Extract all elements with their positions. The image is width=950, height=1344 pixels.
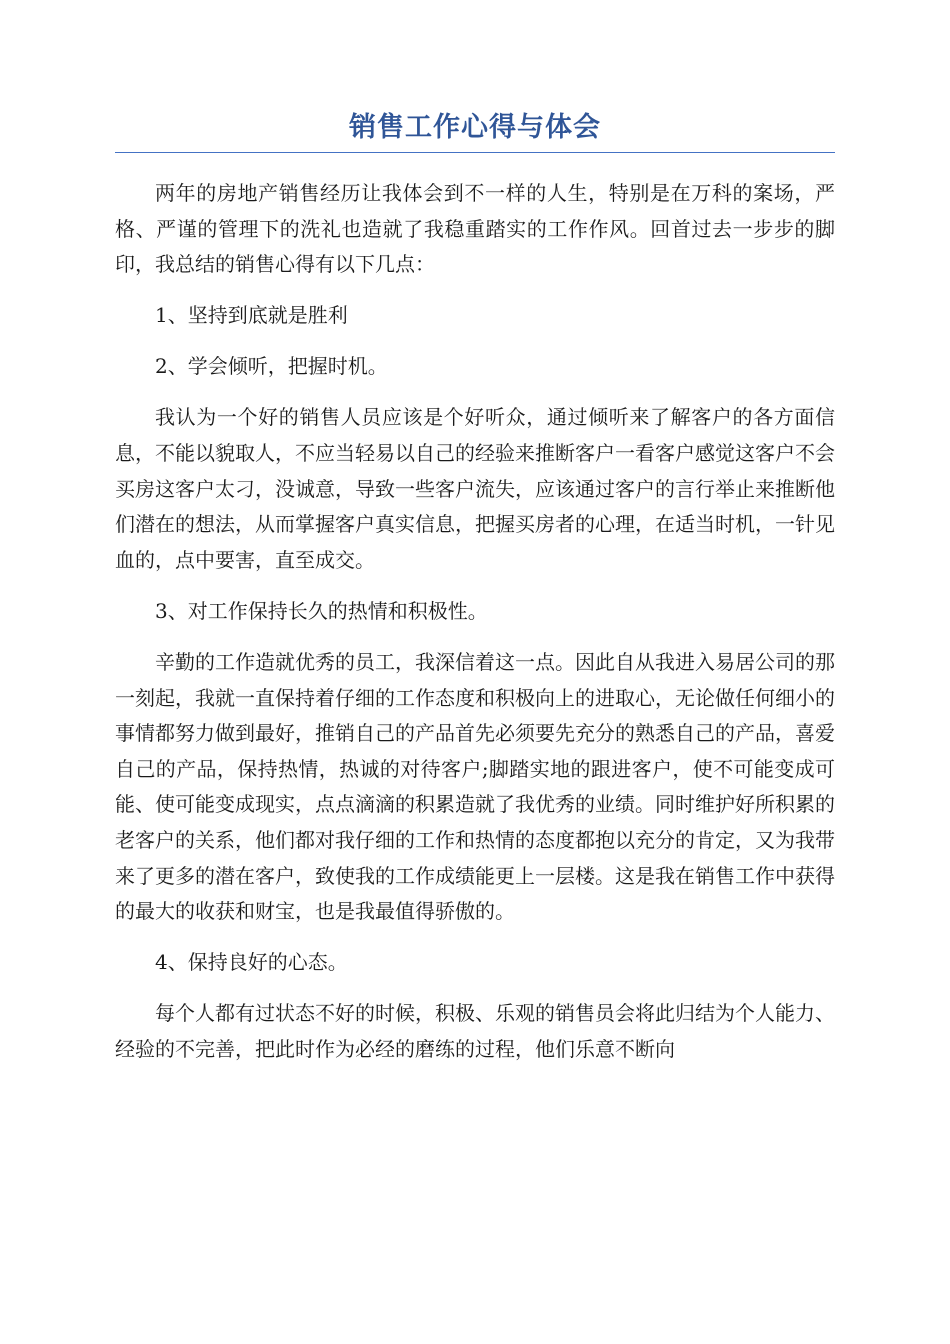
paragraph-listening: 我认为一个好的销售人员应该是个好听众，通过倾听来了解客户的各方面信息，不能以貌取人，不应当轻易以自己的经验来推断客户一看客户感觉这客户不会买房这客户太刁，没诚意，导致一些客户流失，应该通过客户的言行举止来推断他们潜在的想法，从而掌握客户真实信息，把握买房者的心理，在适当时机，一针见血的，点中要害，直至成交。 [115, 405, 835, 572]
point-1-heading: 1、坚持到底就是胜利 [155, 303, 348, 328]
paragraph-intro: 两年的房地产销售经历让我体会到不一样的人生，特别是在万科的案场，严格、严谨的管理下的洗礼也造就了我稳重踏实的工作作风。回首过去一步步的脚印，我总结的销售心得有以下几点： [115, 181, 835, 277]
title-underline [115, 152, 835, 153]
point-3-heading: 3、对工作保持长久的热情和积极性。 [155, 598, 488, 623]
document-title: 销售工作心得与体会 [349, 112, 601, 143]
paragraph-attitude: 每个人都有过状态不好的时候，积极、乐观的销售员会将此归结为个人能力、经验的不完善，把此时作为必经的磨练的过程，他们乐意不断向 [115, 1001, 835, 1061]
paragraph-diligence: 辛勤的工作造就优秀的员工，我深信着这一点。因此自从我进入易居公司的那一刻起，我就一直保持着仔细的工作态度和积极向上的进取心，无论做任何细小的事情都努力做到最好，推销自己的产品首先必须要先充分的熟悉自己的产品，喜爱自己的产品，保持热情，热诚的对待客户;脚踏实地的跟进客户，使不可能变成可能、使可能变成现实，点点滴滴的积累造就了我优秀的业绩。同时维护好所积累的老客户的关系，他们都对我仔细的工作和热情的态度都抱以充分的肯定，又为我带来了更多的潜在客户，致使我的工作成绩能更上一层楼。这是我在销售工作中获得的最大的收获和财宝，也是我最值得骄傲的。 [115, 650, 835, 924]
point-4-heading: 4、保持良好的心态。 [155, 950, 348, 975]
document-body [115, 176, 835, 1083]
point-2-heading: 2、学会倾听，把握时机。 [155, 354, 388, 379]
